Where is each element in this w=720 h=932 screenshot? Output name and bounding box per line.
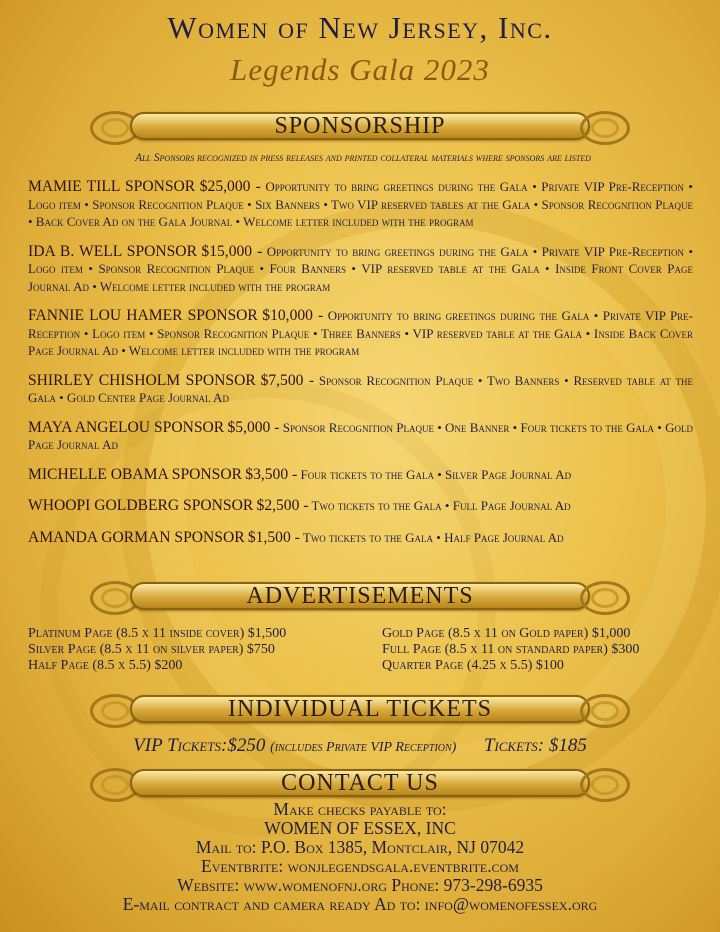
ad-price-item: Gold Page (8.5 x 11 on Gold paper) $1,000 [382,626,631,641]
tickets-banner [90,692,630,726]
contact-payee: WOMEN OF ESSEX, INC [264,818,456,838]
sponsor-benefits: Four tickets to the Gala • Silver Page Journal Ad [300,466,572,482]
sponsor-tier [28,466,693,484]
sponsor-name: MICHELLE OBAMA SPONSOR [28,465,243,483]
sponsor-name: MAYA ANGELOU SPONSOR [28,418,225,436]
section-heading-contact: CONTACT US [281,770,439,796]
ad-column-left [28,626,378,674]
sponsor-amount: $3,500 - [245,465,298,483]
ad-column-right [382,626,702,674]
sponsor-benefits: Two tickets to the Gala • Full Page Journal Ad [311,498,571,513]
ad-price-item: Silver Page (8.5 x 11 on silver paper) $750 [28,642,275,657]
contact-banner [90,766,630,800]
ticket-prices [0,735,720,757]
general-ticket-price: Tickets: $185 [483,735,587,756]
advertisements-banner [90,579,630,613]
section-heading-tickets: INDIVIDUAL TICKETS [228,696,492,722]
sponsor-name: IDA B. WELL SPONSOR [28,242,197,260]
ad-price-item: Half Page (8.5 x 5.5) $200 [28,658,183,673]
sponsor-name: SHIRLEY CHISHOLM SPONSOR [28,371,256,389]
ad-price-item: Full Page (8.5 x 11 on standard paper) $300 [382,642,640,657]
sponsor-name: WHOOPI GOLDBERG SPONSOR [28,497,254,514]
sponsorship-banner [90,109,630,143]
section-heading-advertisements: ADVERTISEMENTS [246,583,474,609]
sponsorship-note: All Sponsors recognized in press releases and printed collateral materials where sponsors are listed [135,152,591,164]
organization-title: Women of New Jersey, Inc. [167,10,553,45]
sponsor-amount: $10,000 - [262,307,324,324]
ad-price-item: Quarter Page (4.25 x 5.5) $100 [382,658,564,673]
event-subtitle: Legends Gala 2023 [230,52,490,87]
ad-price-item: Platinum Page (8.5 x 11 inside cover) $1,500 [28,626,287,641]
sponsor-name: AMANDA GORMAN SPONSOR [28,528,245,546]
sponsor-name: MAMIE TILL SPONSOR [28,178,196,195]
contact-email: E-mail contract and camera ready Ad to: info@womenofessex.org [122,894,598,914]
vip-ticket-note: (includes Private VIP Reception) [270,740,457,755]
sponsor-tier [28,419,693,454]
sponsor-tier [28,307,693,360]
sponsor-amount: $7,500 - [260,371,315,389]
sponsor-benefits: Opportunity to bring greetings during the Gala • Private VIP Pre-Reception • Logo item • Sponsor Recognition Plaque • Four Banners • VIP reserved table at the Gala • Inside Front Cover Page Journal Ad • Welcome letter included with the program [28,243,693,294]
sponsor-amount: $5,000 - [227,418,280,436]
sponsor-benefits: Opportunity to bring greetings during the Gala • Private VIP Pre-Reception • Logo item • Sponsor Recognition Plaque • Three Banners • VIP reserved table at the Gala • Inside Back Cover Page Journal Ad • Welcome letter included with the program [28,308,694,358]
sponsor-tier [28,372,693,407]
sponsor-list [28,178,693,560]
contact-eventbrite: Eventbrite: wonjlegendsgala.eventbrite.com [201,856,519,876]
sponsor-benefits: Two tickets to the Gala • Half Page Journal Ad [302,529,564,545]
sponsor-benefits: Opportunity to bring greetings during the Gala • Private VIP Pre-Reception • Logo item • Sponsor Recognition Plaque • Six Banners • Two VIP reserved tables at the Gala • Sponsor Recognition Plaque • Back Cover Ad on the Gala Journal • Welcome letter included with the program [28,179,693,229]
section-heading-sponsorship: SPONSORSHIP [274,113,446,139]
contact-website-phone: Website: www.womenofnj.org Phone: 973-298-6935 [177,875,543,895]
sponsor-benefits: Sponsor Recognition Plaque • Two Banners • Reserved table at the Gala • Gold Center Page Journal Ad [28,372,694,405]
sponsor-tier [28,178,693,231]
sponsor-amount: $1,500 - [247,528,300,546]
sponsor-benefits: Sponsor Recognition Plaque • One Banner • Four tickets to the Gala • Gold Page Journal Ad [28,419,694,452]
contact-mail-address: Mail to: P.O. Box 1385, Montclair, NJ 07042 [195,837,525,857]
contact-info [0,800,720,914]
sponsor-amount: $15,000 - [201,242,263,260]
sponsor-tier [28,497,693,515]
sponsor-tier [28,529,693,547]
sponsor-tier [28,243,693,296]
sponsor-name: FANNIE LOU HAMER SPONSOR [28,307,258,324]
vip-ticket-price: VIP Tickets:$250 [133,735,266,756]
contact-checks-payable: Make checks payable to: [273,799,447,819]
sponsor-amount: $2,500 - [256,497,309,514]
sponsor-amount: $25,000 - [199,178,261,195]
